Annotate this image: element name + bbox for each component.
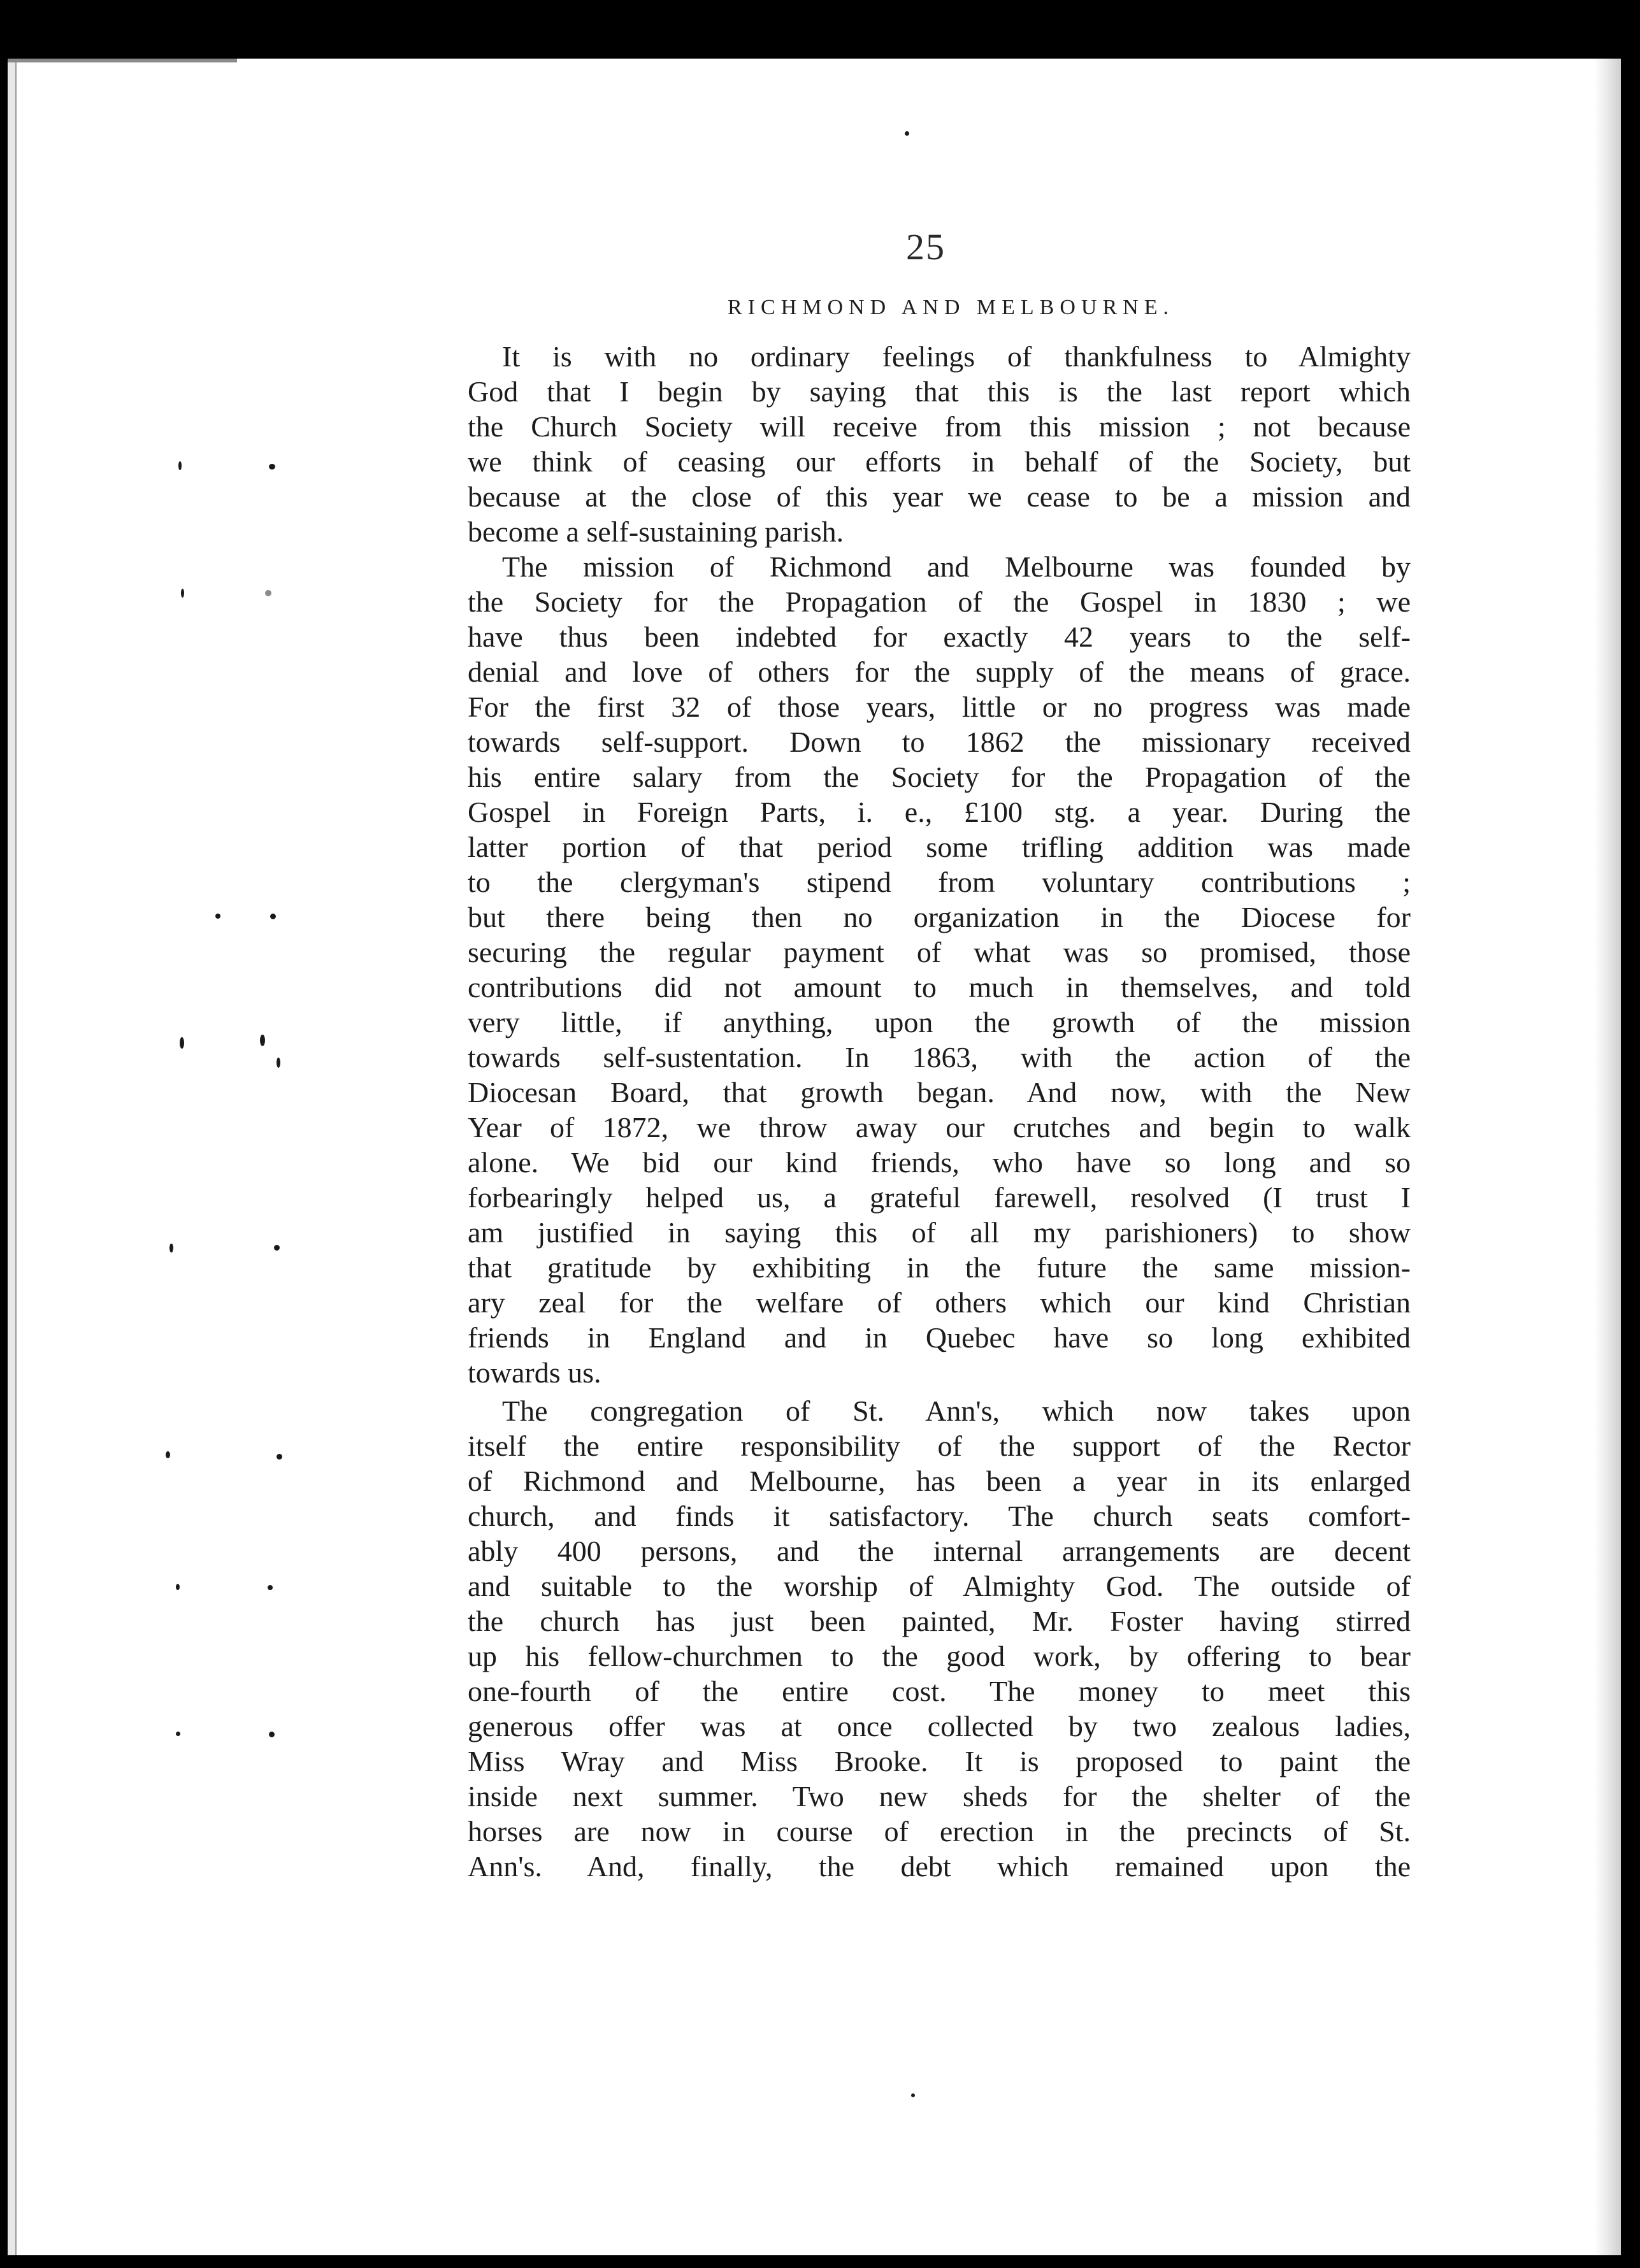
text-line: of Richmond and Melbourne, has been a year in its enlarged — [468, 1465, 1411, 1497]
text-line: his entire salary from the Society for the Propagation of the — [468, 761, 1411, 793]
text-line: denial and love of others for the supply of the means of grace. — [468, 656, 1411, 688]
text-line: the Society for the Propagation of the Gospel in 1830 ; we — [468, 585, 1411, 618]
text-line: that gratitude by exhibiting in the future the same mission- — [468, 1251, 1411, 1284]
scan-speck — [269, 1732, 275, 1737]
text-line: securing the regular payment of what was so promised, those — [468, 936, 1411, 968]
scan-speck — [260, 1035, 265, 1046]
scan-speck — [905, 131, 909, 136]
text-line: towards self-support. Down to 1862 the missionary received — [468, 726, 1411, 758]
scan-speck — [277, 1454, 282, 1460]
text-line: up his fellow-churchmen to the good work, by offering to bear — [468, 1640, 1411, 1672]
text-line: Miss Wray and Miss Brooke. It is proposed to paint the — [468, 1745, 1411, 1777]
text-line: am justified in saying this of all my parishioners) to show — [468, 1216, 1411, 1249]
text-line: very little, if anything, upon the growth of the mission — [468, 1006, 1411, 1038]
text-line: church, and finds it satisfactory. The church seats comfort- — [468, 1500, 1411, 1532]
text-line: ably 400 persons, and the internal arrangements are decent — [468, 1535, 1411, 1567]
scan-speck — [180, 1037, 184, 1049]
text-line: contributions did not amount to much in themselves, and told — [468, 971, 1411, 1003]
text-line: The congregation of St. Ann's, which now takes upon — [502, 1395, 1411, 1427]
text-line: the Church Society will receive from this mission ; not because — [468, 410, 1411, 443]
text-line: become a self-sustaining parish. — [468, 515, 844, 548]
text-line: alone. We bid our kind friends, who have so long and so — [468, 1146, 1411, 1179]
text-line: Diocesan Board, that growth began. And now, with the New — [468, 1076, 1411, 1109]
scan-speck — [169, 1244, 173, 1252]
text-line: horses are now in course of erection in the precincts of St. — [468, 1815, 1411, 1848]
text-line: latter portion of that period some trifling addition was made — [468, 831, 1411, 863]
text-line: and suitable to the worship of Almighty God. The outside of — [468, 1570, 1411, 1602]
running-heading: RICHMOND AND MELBOURNE. — [728, 296, 1174, 319]
text-line: one-fourth of the entire cost. The money to meet this — [468, 1675, 1411, 1707]
text-line: towards self-sustentation. In 1863, with the action of the — [468, 1041, 1411, 1073]
scan-speck — [270, 914, 276, 919]
scan-speck — [911, 2093, 915, 2097]
text-line: The mission of Richmond and Melbourne was founded by — [502, 550, 1411, 583]
scan-speck — [176, 1584, 180, 1590]
scan-speck — [268, 1585, 273, 1590]
page-right-edge — [1594, 59, 1621, 2255]
text-line: friends in England and in Quebec have so long exhibited — [468, 1321, 1411, 1354]
document-page — [8, 59, 1621, 2255]
text-line: Year of 1872, we throw away our crutches and begin to walk — [468, 1111, 1411, 1144]
scan-speck — [274, 1245, 280, 1251]
page-left-edge — [8, 59, 17, 2255]
text-line: Gospel in Foreign Parts, i. e., £100 stg. a year. During the — [468, 796, 1411, 828]
text-line: but there being then no organization in the Diocese for — [468, 901, 1411, 933]
text-line: have thus been indebted for exactly 42 years to the self- — [468, 621, 1411, 653]
scan-speck — [178, 461, 182, 470]
text-line: inside next summer. Two new sheds for the shelter of the — [468, 1780, 1411, 1812]
scan-speck — [166, 1451, 170, 1458]
text-line: towards us. — [468, 1356, 601, 1389]
text-line: Ann's. And, finally, the debt which remained upon the — [468, 1850, 1411, 1883]
scan-speck — [181, 589, 184, 598]
page-top-shadow — [8, 59, 237, 62]
text-line: God that I begin by saying that this is the last report which — [468, 375, 1411, 408]
scan-speck — [277, 1058, 280, 1068]
text-line: ary zeal for the welfare of others which our kind Christian — [468, 1286, 1411, 1319]
text-line: to the clergyman's stipend from voluntary contributions ; — [468, 866, 1411, 898]
text-line: we think of ceasing our efforts in behalf of the Society, but — [468, 445, 1411, 478]
text-line: generous offer was at once collected by two zealous ladies, — [468, 1710, 1411, 1742]
page-number: 25 — [906, 226, 946, 268]
text-line: It is with no ordinary feelings of thankfulness to Almighty — [502, 340, 1411, 373]
text-line: because at the close of this year we cease to be a mission and — [468, 480, 1411, 513]
scan-speck — [269, 464, 275, 470]
scan-speck — [215, 914, 220, 919]
scan-speck — [176, 1732, 180, 1736]
text-line: For the first 32 of those years, little or no progress was made — [468, 691, 1411, 723]
text-line: forbearingly helped us, a grateful farewell, resolved (I trust I — [468, 1181, 1411, 1214]
text-line: the church has just been painted, Mr. Foster having stirred — [468, 1605, 1411, 1637]
text-line: itself the entire responsibility of the support of the Rector — [468, 1430, 1411, 1462]
scan-speck — [265, 590, 271, 596]
